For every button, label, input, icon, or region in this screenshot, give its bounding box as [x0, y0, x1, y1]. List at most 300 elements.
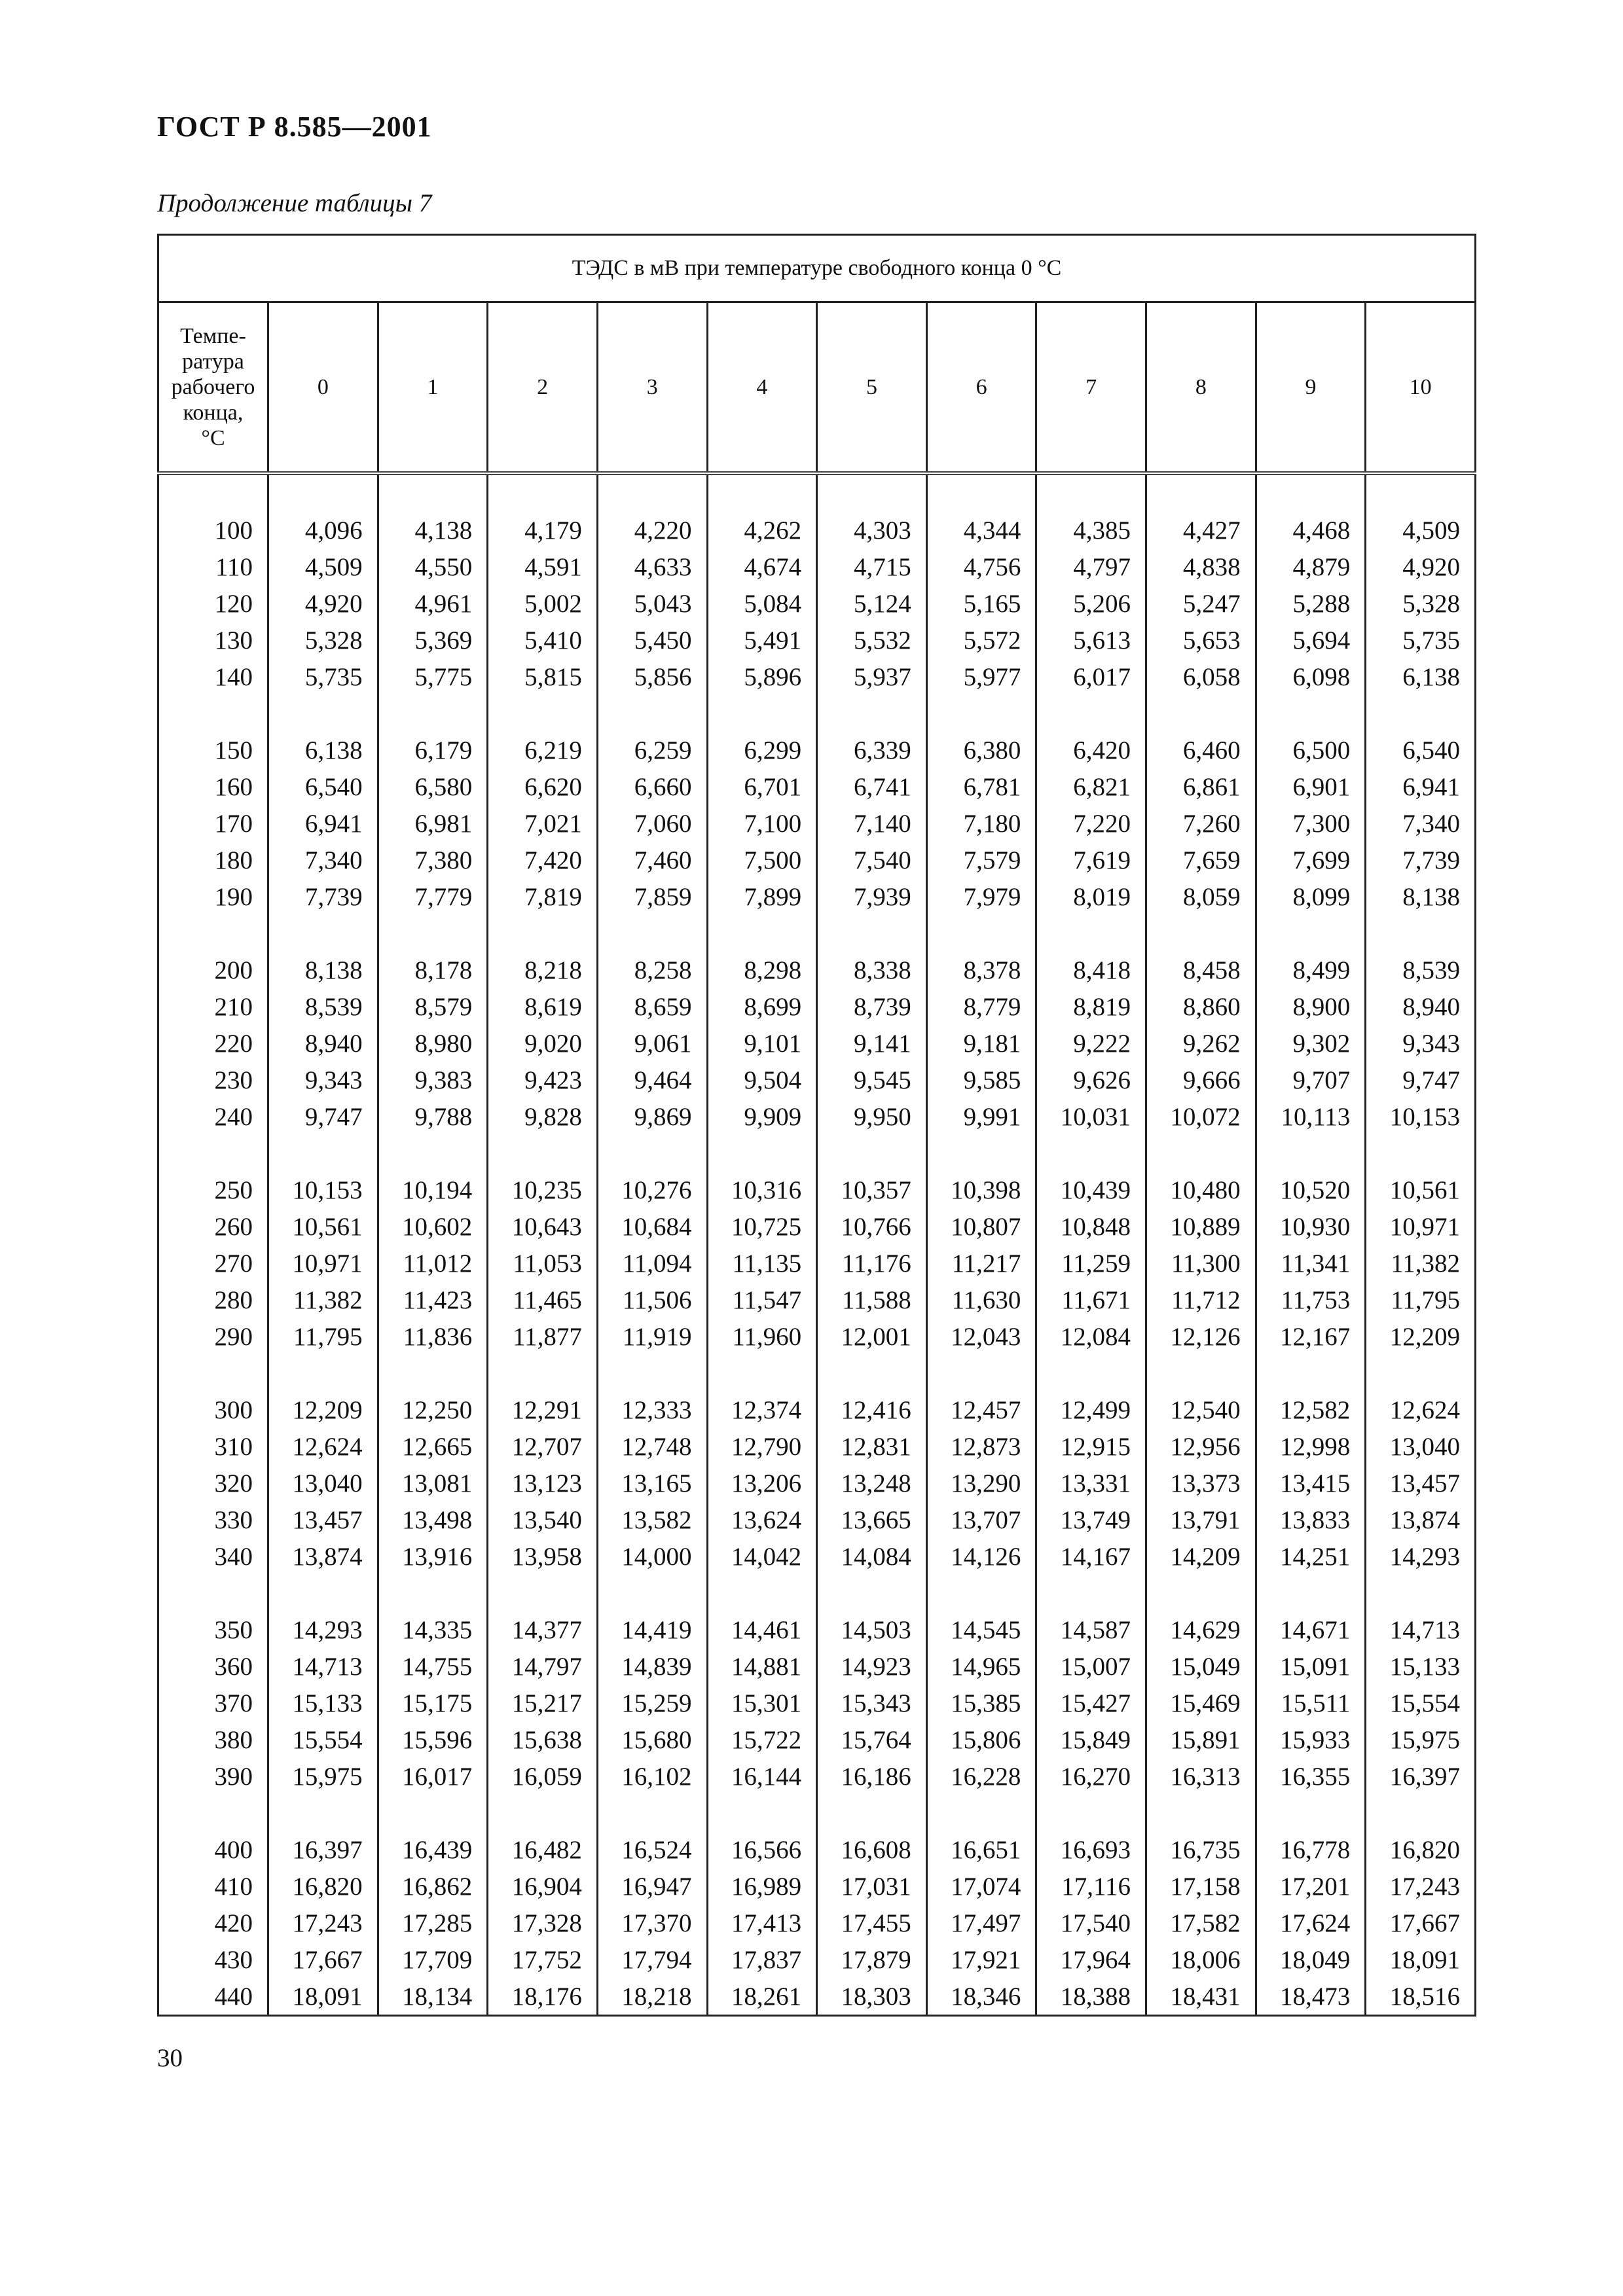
emf-value-cell: 7,460: [597, 842, 707, 878]
emf-value-cell: 8,579: [378, 988, 488, 1025]
emf-value-cell: 6,540: [1366, 732, 1476, 768]
emf-value-cell: 13,582: [597, 1501, 707, 1538]
emf-value-cell: 13,665: [817, 1501, 927, 1538]
emf-value-cell: 13,457: [1366, 1465, 1476, 1501]
table-row: [158, 1941, 1476, 1978]
emf-value-cell: 9,909: [707, 1098, 817, 1135]
emf-value-cell: 17,667: [1366, 1905, 1476, 1941]
empty-cell: [1036, 1795, 1146, 1831]
emf-value-cell: 10,766: [817, 1208, 927, 1245]
emf-value-cell: 7,979: [926, 878, 1036, 915]
emf-value-cell: 18,049: [1256, 1941, 1366, 1978]
emf-value-cell: 12,374: [707, 1391, 817, 1428]
emf-value-cell: 15,975: [268, 1758, 378, 1795]
emf-value-cell: 4,138: [378, 512, 488, 548]
emf-value-cell: 15,133: [268, 1685, 378, 1721]
empty-cell: [1366, 1795, 1476, 1831]
temperature-cell: 210: [158, 988, 268, 1025]
emf-value-cell: 8,739: [817, 988, 927, 1025]
emf-value-cell: 4,633: [597, 548, 707, 585]
emf-value-cell: 6,981: [378, 805, 488, 842]
table-row: [158, 1501, 1476, 1538]
table-row: [158, 732, 1476, 768]
emf-value-cell: 15,385: [926, 1685, 1036, 1721]
emf-value-cell: 11,012: [378, 1245, 488, 1282]
emf-value-cell: 9,423: [488, 1062, 598, 1098]
emf-value-cell: 11,135: [707, 1245, 817, 1282]
temperature-cell: 300: [158, 1391, 268, 1428]
emf-value-cell: 17,709: [378, 1941, 488, 1978]
empty-cell: [817, 915, 927, 952]
empty-cell: [158, 473, 268, 512]
emf-value-cell: 8,539: [1366, 952, 1476, 988]
emf-value-cell: 6,540: [268, 768, 378, 805]
emf-value-cell: 7,500: [707, 842, 817, 878]
emf-value-cell: 16,355: [1256, 1758, 1366, 1795]
emf-value-cell: 5,206: [1036, 585, 1146, 622]
table-row: [158, 1648, 1476, 1685]
emf-value-cell: 7,340: [1366, 805, 1476, 842]
emf-value-cell: 6,660: [597, 768, 707, 805]
emf-value-cell: 9,343: [268, 1062, 378, 1098]
emf-value-cell: 4,961: [378, 585, 488, 622]
column-header: 5: [817, 302, 927, 474]
table-row: [158, 1025, 1476, 1062]
empty-cell: [1256, 695, 1366, 732]
emf-value-cell: 10,113: [1256, 1098, 1366, 1135]
empty-cell: [926, 695, 1036, 732]
emf-value-cell: 7,140: [817, 805, 927, 842]
emf-value-cell: 12,333: [597, 1391, 707, 1428]
empty-cell: [597, 1355, 707, 1391]
emf-value-cell: 11,753: [1256, 1282, 1366, 1318]
emf-value-cell: 6,339: [817, 732, 927, 768]
emf-value-cell: 8,659: [597, 988, 707, 1025]
emf-value-cell: 13,081: [378, 1465, 488, 1501]
emf-value-cell: 9,302: [1256, 1025, 1366, 1062]
emf-value-cell: 9,869: [597, 1098, 707, 1135]
emf-value-cell: 15,638: [488, 1721, 598, 1758]
emf-value-cell: 5,735: [1366, 622, 1476, 658]
empty-cell: [378, 473, 488, 512]
page-number: 30: [157, 2044, 183, 2072]
emf-value-cell: 17,285: [378, 1905, 488, 1941]
emf-value-cell: 15,091: [1256, 1648, 1366, 1685]
emf-value-cell: 7,300: [1256, 805, 1366, 842]
emf-value-cell: 4,920: [1366, 548, 1476, 585]
emf-value-cell: 16,862: [378, 1868, 488, 1905]
empty-cell: [597, 1135, 707, 1172]
emf-value-cell: 16,778: [1256, 1831, 1366, 1868]
emf-value-cell: 6,941: [268, 805, 378, 842]
emf-value-cell: 15,511: [1256, 1685, 1366, 1721]
empty-cell: [488, 695, 598, 732]
emf-value-cell: 16,270: [1036, 1758, 1146, 1795]
emf-value-cell: 6,701: [707, 768, 817, 805]
emf-value-cell: 6,380: [926, 732, 1036, 768]
table-row: [158, 1172, 1476, 1208]
emf-value-cell: 6,941: [1366, 768, 1476, 805]
emf-value-cell: 16,989: [707, 1868, 817, 1905]
emf-value-cell: 11,795: [1366, 1282, 1476, 1318]
emf-value-cell: 12,665: [378, 1428, 488, 1465]
emf-value-cell: 9,666: [1146, 1062, 1256, 1098]
column-header: 9: [1256, 302, 1366, 474]
emf-value-cell: 16,017: [378, 1758, 488, 1795]
emf-value-cell: 9,707: [1256, 1062, 1366, 1098]
temperature-cell: 110: [158, 548, 268, 585]
emf-value-cell: 9,828: [488, 1098, 598, 1135]
emf-value-cell: 11,094: [597, 1245, 707, 1282]
empty-cell: [926, 473, 1036, 512]
empty-cell: [268, 915, 378, 952]
emf-value-cell: 6,259: [597, 732, 707, 768]
emf-value-cell: 15,806: [926, 1721, 1036, 1758]
emf-value-cell: 14,042: [707, 1538, 817, 1575]
empty-cell: [158, 1355, 268, 1391]
emf-value-cell: 9,020: [488, 1025, 598, 1062]
emf-value-cell: 17,328: [488, 1905, 598, 1941]
emf-value-cell: 14,377: [488, 1611, 598, 1648]
emf-value-cell: 12,790: [707, 1428, 817, 1465]
emf-value-cell: 16,313: [1146, 1758, 1256, 1795]
emf-value-cell: 5,896: [707, 658, 817, 695]
table-row: [158, 1318, 1476, 1355]
emf-value-cell: 16,608: [817, 1831, 927, 1868]
emf-value-cell: 16,820: [268, 1868, 378, 1905]
emf-value-cell: 8,539: [268, 988, 378, 1025]
emf-value-cell: 15,849: [1036, 1721, 1146, 1758]
row-header: [158, 302, 268, 474]
emf-value-cell: 10,357: [817, 1172, 927, 1208]
emf-value-cell: 8,378: [926, 952, 1036, 988]
empty-cell: [1366, 1575, 1476, 1611]
empty-cell: [378, 695, 488, 732]
emf-value-cell: 6,138: [268, 732, 378, 768]
emf-value-cell: 8,138: [268, 952, 378, 988]
empty-cell: [817, 473, 927, 512]
empty-cell: [488, 1135, 598, 1172]
emf-value-cell: 16,947: [597, 1868, 707, 1905]
temperature-cell: 100: [158, 512, 268, 548]
emf-value-cell: 15,175: [378, 1685, 488, 1721]
emf-value-cell: 10,398: [926, 1172, 1036, 1208]
emf-value-cell: 17,879: [817, 1941, 927, 1978]
emf-value-cell: 17,497: [926, 1905, 1036, 1941]
emf-value-cell: 14,419: [597, 1611, 707, 1648]
document-header: ГОСТ Р 8.585—2001: [157, 111, 432, 143]
empty-cell: [268, 1795, 378, 1831]
emf-value-cell: 13,540: [488, 1501, 598, 1538]
empty-cell: [1256, 1135, 1366, 1172]
emf-value-cell: 16,102: [597, 1758, 707, 1795]
emf-value-cell: 16,524: [597, 1831, 707, 1868]
emf-value-cell: 7,180: [926, 805, 1036, 842]
table-row: [158, 548, 1476, 585]
emf-value-cell: 16,566: [707, 1831, 817, 1868]
table-row: [158, 1098, 1476, 1135]
blank-row: [158, 1355, 1476, 1391]
emf-value-cell: 14,587: [1036, 1611, 1146, 1648]
emf-value-cell: 7,340: [268, 842, 378, 878]
emf-value-cell: 11,382: [1366, 1245, 1476, 1282]
emf-value-cell: 18,431: [1146, 1978, 1256, 2016]
empty-cell: [1146, 1135, 1256, 1172]
empty-cell: [1256, 1575, 1366, 1611]
emf-value-cell: 8,980: [378, 1025, 488, 1062]
emf-value-cell: 10,235: [488, 1172, 598, 1208]
emf-value-cell: 5,977: [926, 658, 1036, 695]
temperature-cell: 120: [158, 585, 268, 622]
column-header: 1: [378, 302, 488, 474]
emf-value-cell: 10,520: [1256, 1172, 1366, 1208]
emf-value-cell: 12,416: [817, 1391, 927, 1428]
row-header-line: рабочего: [171, 374, 255, 399]
empty-cell: [1146, 1795, 1256, 1831]
empty-cell: [1256, 915, 1366, 952]
table-row: [158, 622, 1476, 658]
temperature-cell: 390: [158, 1758, 268, 1795]
emf-value-cell: 14,881: [707, 1648, 817, 1685]
emf-value-cell: 8,258: [597, 952, 707, 988]
empty-cell: [1036, 915, 1146, 952]
emf-value-cell: 9,585: [926, 1062, 1036, 1098]
emf-value-cell: 15,469: [1146, 1685, 1256, 1721]
emf-value-cell: 11,506: [597, 1282, 707, 1318]
emf-value-cell: 8,900: [1256, 988, 1366, 1025]
emf-value-cell: 10,439: [1036, 1172, 1146, 1208]
empty-cell: [268, 1575, 378, 1611]
empty-cell: [488, 473, 598, 512]
emf-value-cell: 18,303: [817, 1978, 927, 2016]
emf-value-cell: 18,516: [1366, 1978, 1476, 2016]
emf-value-cell: 13,206: [707, 1465, 817, 1501]
emf-value-cell: 9,262: [1146, 1025, 1256, 1062]
emf-value-cell: 11,259: [1036, 1245, 1146, 1282]
emf-value-cell: 14,209: [1146, 1538, 1256, 1575]
emf-value-cell: 14,923: [817, 1648, 927, 1685]
empty-cell: [1366, 1135, 1476, 1172]
emf-value-cell: 12,915: [1036, 1428, 1146, 1465]
emf-value-cell: 9,504: [707, 1062, 817, 1098]
emf-value-cell: 16,228: [926, 1758, 1036, 1795]
column-header: 2: [488, 302, 598, 474]
emf-value-cell: 5,491: [707, 622, 817, 658]
emf-value-cell: 13,165: [597, 1465, 707, 1501]
emf-value-cell: 11,217: [926, 1245, 1036, 1282]
emf-value-cell: 7,100: [707, 805, 817, 842]
emf-value-cell: 15,343: [817, 1685, 927, 1721]
empty-cell: [158, 1795, 268, 1831]
emf-value-cell: 5,532: [817, 622, 927, 658]
empty-cell: [488, 1355, 598, 1391]
emf-value-cell: 13,331: [1036, 1465, 1146, 1501]
emf-value-cell: 17,201: [1256, 1868, 1366, 1905]
emf-value-cell: 8,178: [378, 952, 488, 988]
emf-value-cell: 4,385: [1036, 512, 1146, 548]
emf-value-cell: 14,713: [1366, 1611, 1476, 1648]
temperature-cell: 420: [158, 1905, 268, 1941]
emf-value-cell: 5,084: [707, 585, 817, 622]
emf-value-cell: 5,328: [268, 622, 378, 658]
emf-value-cell: 14,629: [1146, 1611, 1256, 1648]
emf-value-cell: 14,126: [926, 1538, 1036, 1575]
emf-value-cell: 9,383: [378, 1062, 488, 1098]
blank-row: [158, 1135, 1476, 1172]
table-row: [158, 1685, 1476, 1721]
emf-value-cell: 11,300: [1146, 1245, 1256, 1282]
emf-value-cell: 10,276: [597, 1172, 707, 1208]
emf-value-cell: 10,561: [268, 1208, 378, 1245]
emf-value-cell: 14,251: [1256, 1538, 1366, 1575]
empty-cell: [158, 915, 268, 952]
emf-value-cell: 8,138: [1366, 878, 1476, 915]
emf-value-cell: 6,741: [817, 768, 927, 805]
emf-value-cell: 15,680: [597, 1721, 707, 1758]
emf-value-cell: 13,248: [817, 1465, 927, 1501]
column-header-row: [158, 302, 1476, 474]
emf-value-cell: 12,499: [1036, 1391, 1146, 1428]
emf-value-cell: 12,457: [926, 1391, 1036, 1428]
emf-value-cell: 11,671: [1036, 1282, 1146, 1318]
emf-value-cell: 7,659: [1146, 842, 1256, 878]
temperature-cell: 260: [158, 1208, 268, 1245]
column-header: 8: [1146, 302, 1256, 474]
empty-cell: [1036, 695, 1146, 732]
table-row: [158, 1062, 1476, 1098]
emf-value-cell: 9,747: [268, 1098, 378, 1135]
emf-value-cell: 6,580: [378, 768, 488, 805]
emf-value-cell: 15,891: [1146, 1721, 1256, 1758]
empty-cell: [597, 473, 707, 512]
emf-value-cell: 18,091: [1366, 1941, 1476, 1978]
emf-value-cell: 17,243: [1366, 1868, 1476, 1905]
blank-row: [158, 1575, 1476, 1611]
emf-value-cell: 17,667: [268, 1941, 378, 1978]
temperature-cell: 130: [158, 622, 268, 658]
emf-value-cell: 16,397: [1366, 1758, 1476, 1795]
temperature-cell: 270: [158, 1245, 268, 1282]
emf-value-cell: 11,630: [926, 1282, 1036, 1318]
table-row: [158, 1208, 1476, 1245]
emf-value-cell: 5,613: [1036, 622, 1146, 658]
emf-value-cell: 5,288: [1256, 585, 1366, 622]
empty-cell: [597, 695, 707, 732]
empty-cell: [1146, 1575, 1256, 1611]
emf-value-cell: 12,707: [488, 1428, 598, 1465]
empty-cell: [268, 1135, 378, 1172]
emf-value-cell: 12,831: [817, 1428, 927, 1465]
empty-cell: [707, 915, 817, 952]
emf-value-cell: 12,956: [1146, 1428, 1256, 1465]
emf-value-cell: 13,373: [1146, 1465, 1256, 1501]
emf-value-cell: 15,975: [1366, 1721, 1476, 1758]
emf-value-cell: 7,699: [1256, 842, 1366, 878]
column-header: 3: [597, 302, 707, 474]
table-row: [158, 952, 1476, 988]
emf-value-cell: 8,298: [707, 952, 817, 988]
emf-value-cell: 8,418: [1036, 952, 1146, 988]
emf-value-cell: 5,002: [488, 585, 598, 622]
separator-row: [158, 473, 1476, 512]
temperature-cell: 250: [158, 1172, 268, 1208]
emf-value-cell: 12,209: [268, 1391, 378, 1428]
emf-value-cell: 13,624: [707, 1501, 817, 1538]
emf-value-cell: 15,554: [268, 1721, 378, 1758]
table-row: [158, 1611, 1476, 1648]
empty-cell: [1036, 473, 1146, 512]
empty-cell: [1256, 473, 1366, 512]
emf-value-cell: 7,420: [488, 842, 598, 878]
emf-value-cell: 14,503: [817, 1611, 927, 1648]
emf-value-cell: 9,991: [926, 1098, 1036, 1135]
emf-value-cell: 10,316: [707, 1172, 817, 1208]
emf-value-cell: 11,877: [488, 1318, 598, 1355]
emf-value-cell: 18,473: [1256, 1978, 1366, 2016]
emf-value-cell: 12,624: [268, 1428, 378, 1465]
table-head: [158, 235, 1476, 474]
emf-value-cell: 11,341: [1256, 1245, 1366, 1282]
emf-value-cell: 17,243: [268, 1905, 378, 1941]
emf-value-cell: 15,301: [707, 1685, 817, 1721]
temperature-cell: 330: [158, 1501, 268, 1538]
emf-value-cell: 14,293: [1366, 1538, 1476, 1575]
emf-value-cell: 15,596: [378, 1721, 488, 1758]
temperature-cell: 400: [158, 1831, 268, 1868]
emf-value-cell: 18,261: [707, 1978, 817, 2016]
temperature-cell: 240: [158, 1098, 268, 1135]
empty-cell: [1366, 915, 1476, 952]
emf-value-cell: 14,167: [1036, 1538, 1146, 1575]
temperature-cell: 230: [158, 1062, 268, 1098]
emf-value-cell: 4,920: [268, 585, 378, 622]
emf-value-cell: 6,460: [1146, 732, 1256, 768]
temperature-cell: 180: [158, 842, 268, 878]
emf-value-cell: 14,461: [707, 1611, 817, 1648]
emf-value-cell: 12,582: [1256, 1391, 1366, 1428]
emf-value-cell: 14,293: [268, 1611, 378, 1648]
table-row: [158, 1905, 1476, 1941]
emf-value-cell: 6,500: [1256, 732, 1366, 768]
emf-value-cell: 14,000: [597, 1538, 707, 1575]
emf-value-cell: 7,579: [926, 842, 1036, 878]
empty-cell: [817, 1135, 927, 1172]
emf-value-cell: 18,218: [597, 1978, 707, 2016]
emf-value-cell: 18,091: [268, 1978, 378, 2016]
emf-value-cell: 15,554: [1366, 1685, 1476, 1721]
empty-cell: [597, 915, 707, 952]
empty-cell: [707, 1355, 817, 1391]
table-row: [158, 512, 1476, 548]
emf-value-cell: 6,058: [1146, 658, 1256, 695]
emf-value-cell: 12,084: [1036, 1318, 1146, 1355]
emf-value-cell: 11,836: [378, 1318, 488, 1355]
column-header: 4: [707, 302, 817, 474]
emf-value-cell: 7,260: [1146, 805, 1256, 842]
emf-value-cell: 11,795: [268, 1318, 378, 1355]
emf-value-cell: 8,819: [1036, 988, 1146, 1025]
column-header: 6: [926, 302, 1036, 474]
temperature-cell: 310: [158, 1428, 268, 1465]
emf-value-cell: 5,450: [597, 622, 707, 658]
emf-value-cell: 7,220: [1036, 805, 1146, 842]
emf-value-cell: 12,126: [1146, 1318, 1256, 1355]
emf-value-cell: 8,779: [926, 988, 1036, 1025]
emf-value-cell: 17,624: [1256, 1905, 1366, 1941]
emf-value-cell: 9,626: [1036, 1062, 1146, 1098]
emf-value-cell: 15,764: [817, 1721, 927, 1758]
emf-value-cell: 13,498: [378, 1501, 488, 1538]
